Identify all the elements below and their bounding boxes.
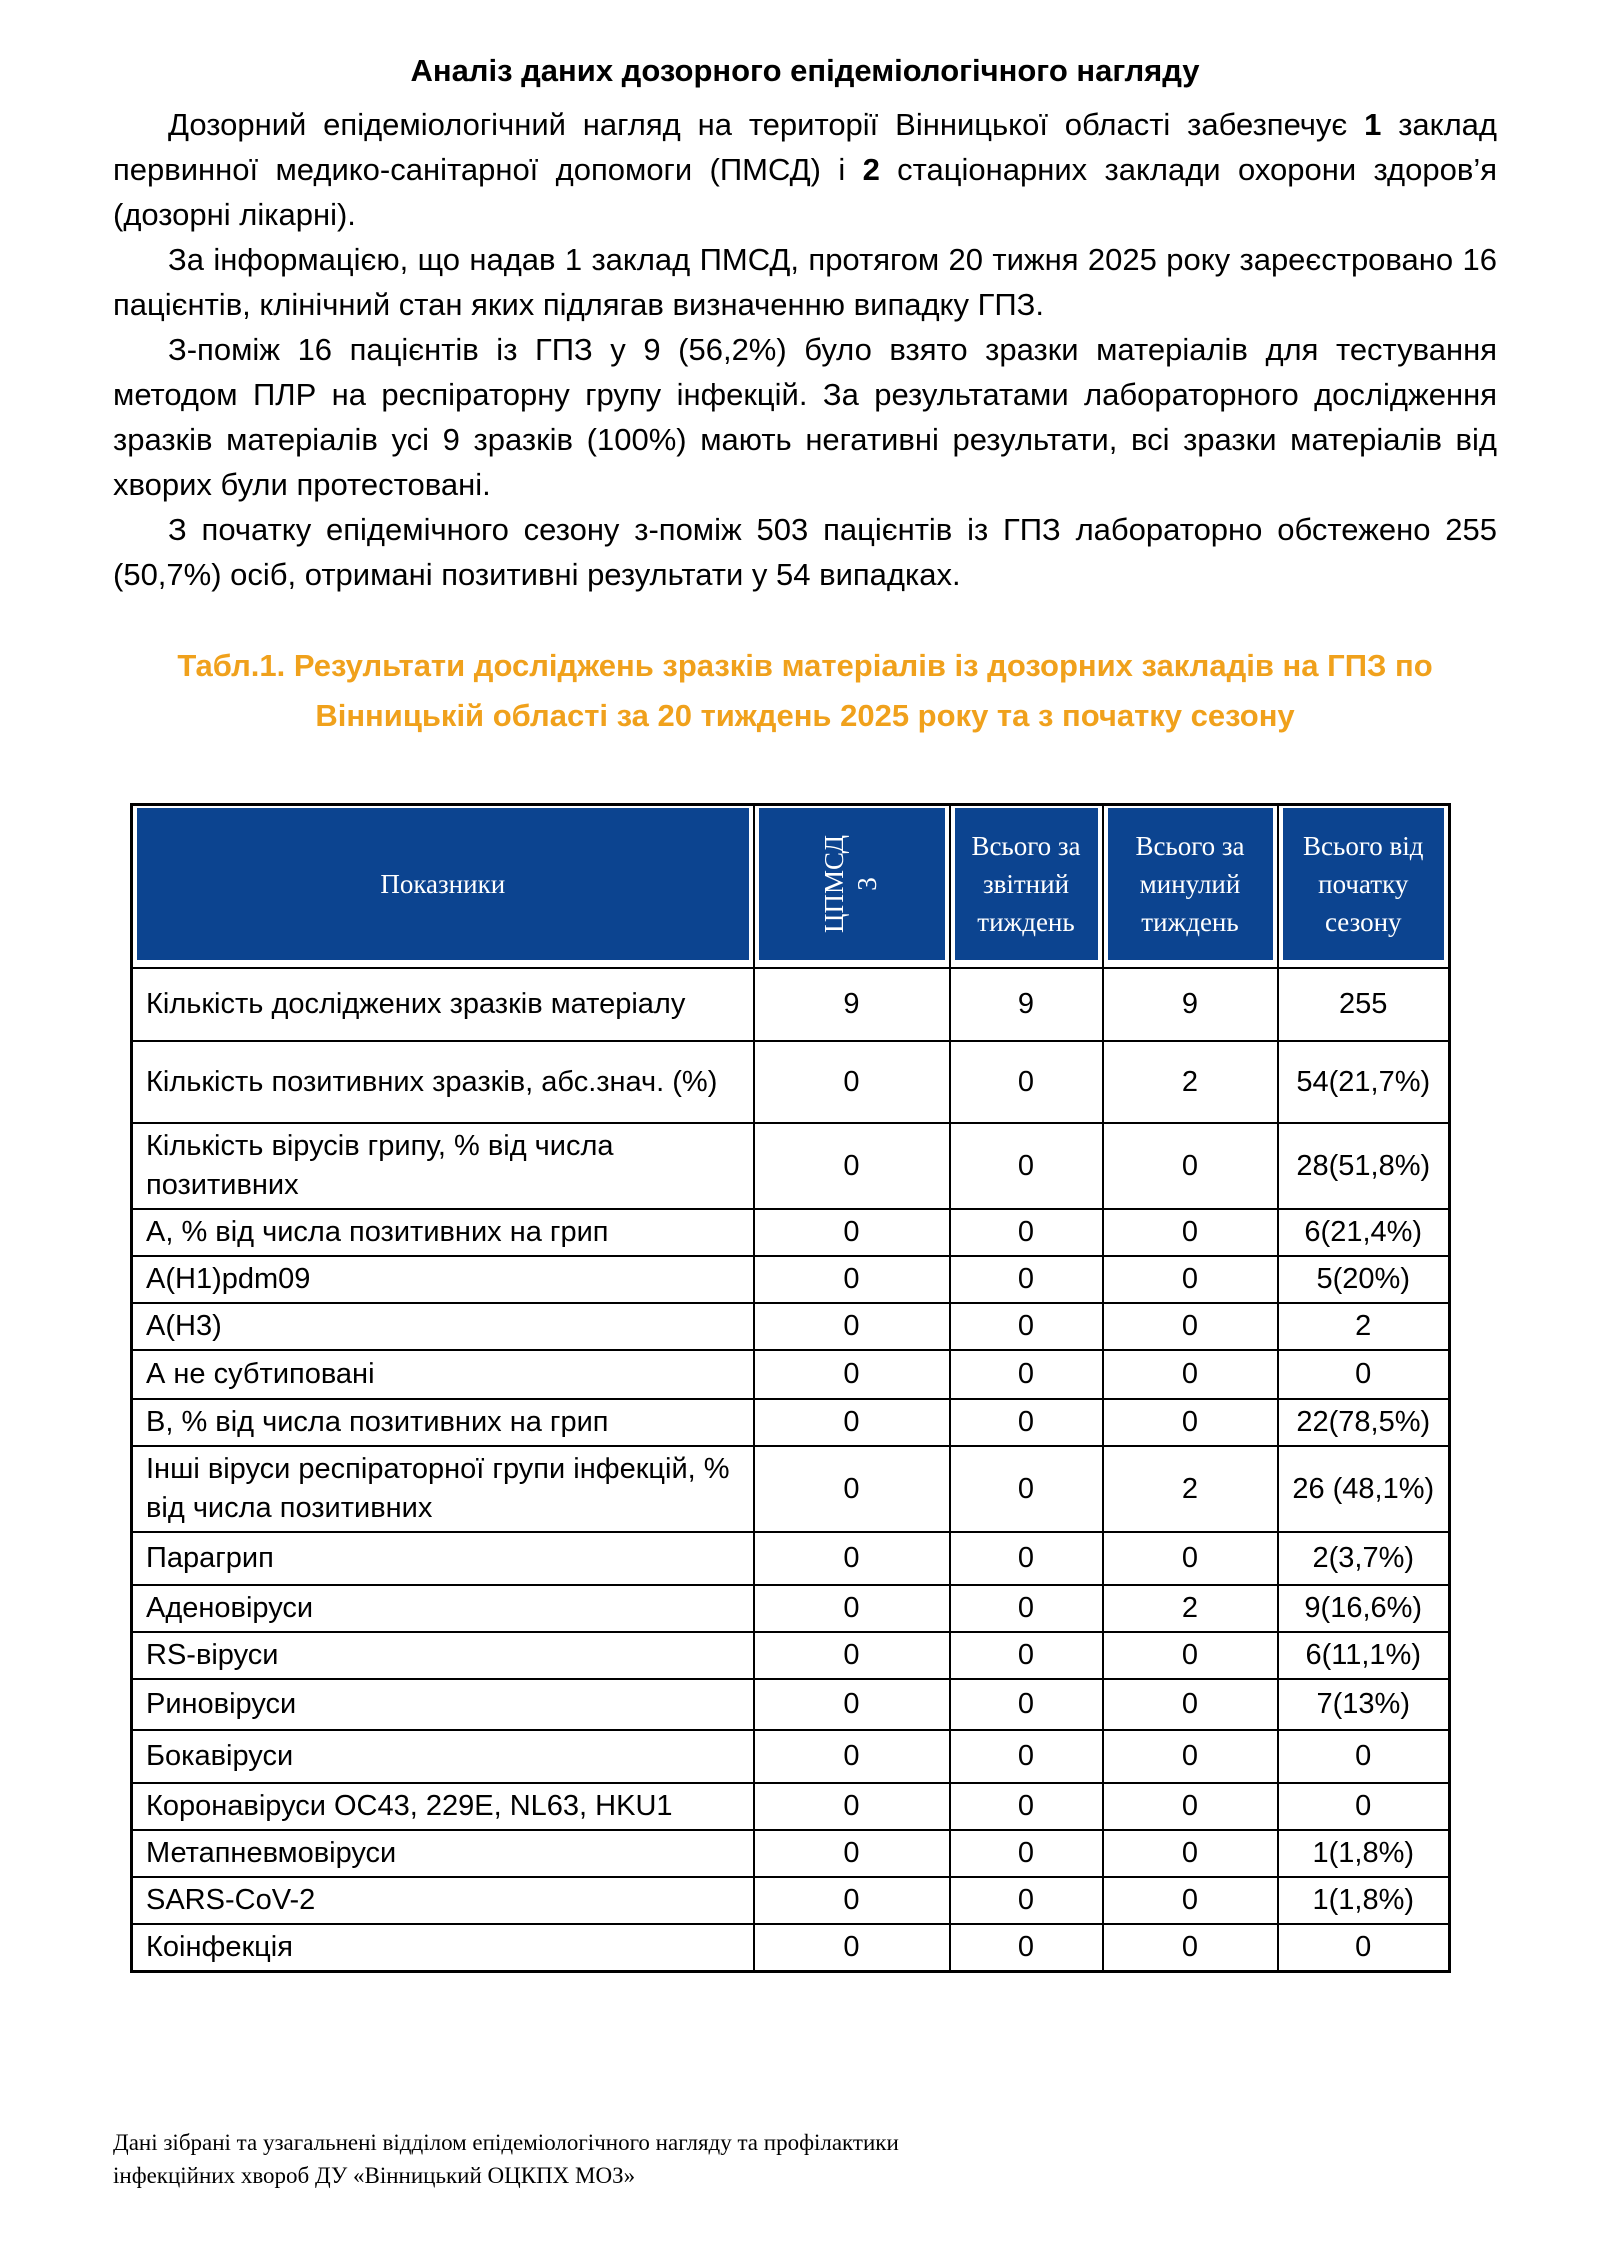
row-value: 0 — [950, 1877, 1103, 1924]
table-row — [132, 1783, 1450, 1830]
col-header-season-total — [1278, 805, 1450, 969]
table-row — [132, 1924, 1450, 1972]
row-value: 0 — [754, 1209, 950, 1256]
row-value: 0 — [754, 1041, 950, 1123]
paragraph-season-summary: З початку епідемічного сезону з-поміж 503 пацієнтів із ГПЗ лабораторно обстежено 255 (50,7%) осіб, отримані позитивні результати у 54 випадках. — [113, 512, 1497, 592]
row-value: 0 — [1103, 1730, 1278, 1783]
table-row — [132, 1730, 1450, 1783]
row-value: 0 — [754, 1350, 950, 1399]
row-value: 0 — [754, 1679, 950, 1730]
row-value: 6(21,4%) — [1278, 1209, 1450, 1256]
row-value: 0 — [950, 1532, 1103, 1585]
footer-note: Дані зібрані та узагальнені відділом епідеміологічного нагляду та профілактики інфекційних хвороб ДУ «Вінницький ОЦКПХ МОЗ» — [113, 2130, 899, 2188]
row-value: 2 — [1103, 1585, 1278, 1632]
row-value: 0 — [1103, 1209, 1278, 1256]
paragraph-intro-text-2: заклад первинної медико-санітарної допомоги (ПМСД) і — [113, 107, 1497, 187]
row-value: 0 — [1278, 1924, 1450, 1972]
row-value: 26 (48,1%) — [1278, 1446, 1450, 1532]
row-value: 9 — [754, 968, 950, 1041]
table-row — [132, 1303, 1450, 1350]
row-value: 0 — [950, 1830, 1103, 1877]
row-value: 0 — [754, 1585, 950, 1632]
row-label: Коінфекція — [132, 1924, 754, 1972]
row-value: 0 — [754, 1632, 950, 1679]
col-header-report-week-label: Всього за звітний тиждень — [955, 808, 1098, 960]
row-value: 0 — [950, 1730, 1103, 1783]
paragraph-intro-text-3: стаціонарних заклади охорони здоров’я (дозорні лікарні). — [113, 152, 1497, 232]
table-row — [132, 1041, 1450, 1123]
row-label: Інші віруси респіраторної групи інфекцій, % від числа позитивних — [132, 1446, 754, 1532]
row-label: Коронавіруси OC43, 229E, NL63, HKU1 — [132, 1783, 754, 1830]
row-value: 0 — [754, 1532, 950, 1585]
col-header-cpmsd-line1: ЦПМСД — [819, 834, 850, 934]
col-header-previous-week-label: Всього за минулий тиждень — [1108, 808, 1273, 960]
row-value: 0 — [1103, 1399, 1278, 1446]
row-value: 2 — [1103, 1446, 1278, 1532]
row-value: 1(1,8%) — [1278, 1877, 1450, 1924]
table-row — [132, 1632, 1450, 1679]
row-label: Парагрип — [132, 1532, 754, 1585]
row-value: 2 — [1278, 1303, 1450, 1350]
row-label: Аденовіруси — [132, 1585, 754, 1632]
row-value: 0 — [754, 1303, 950, 1350]
paragraph-intro — [113, 102, 1497, 237]
col-header-indicators — [132, 805, 754, 969]
col-header-season-total-label: Всього від початку сезону — [1283, 808, 1445, 960]
table-body — [132, 968, 1450, 1972]
row-value: 0 — [950, 1209, 1103, 1256]
row-value: 0 — [1278, 1730, 1450, 1783]
table-row — [132, 1446, 1450, 1532]
row-value: 0 — [1103, 1632, 1278, 1679]
row-value: 0 — [1103, 1532, 1278, 1585]
row-value: 9 — [950, 968, 1103, 1041]
surveillance-results-table — [130, 803, 1451, 1973]
row-value: 0 — [1103, 1783, 1278, 1830]
row-label: В, % від числа позитивних на грип — [132, 1399, 754, 1446]
row-value: 1(1,8%) — [1278, 1830, 1450, 1877]
row-value: 0 — [950, 1303, 1103, 1350]
paragraph-intro-text-1: Дозорний епідеміологічний нагляд на території Вінницької області забезпечує — [168, 107, 1365, 142]
row-value: 0 — [1103, 1123, 1278, 1209]
col-header-previous-week — [1103, 805, 1278, 969]
row-value: 0 — [754, 1830, 950, 1877]
col-header-cpmsd-vertical-text — [819, 835, 885, 933]
table-row — [132, 1399, 1450, 1446]
row-label: Кількість вірусів грипу, % від числа позитивних — [132, 1123, 754, 1209]
row-label: Риновіруси — [132, 1679, 754, 1730]
row-value: 0 — [1103, 1303, 1278, 1350]
row-value: 0 — [1103, 1350, 1278, 1399]
row-value: 0 — [950, 1632, 1103, 1679]
row-value: 0 — [1103, 1256, 1278, 1303]
row-value: 0 — [950, 1679, 1103, 1730]
row-value: 0 — [754, 1256, 950, 1303]
paragraph-intro-bold-1: 1 — [1364, 107, 1382, 142]
row-value: 6(11,1%) — [1278, 1632, 1450, 1679]
row-value: 7(13%) — [1278, 1679, 1450, 1730]
page-title: Аналіз даних дозорного епідеміологічного нагляду — [410, 53, 1200, 88]
row-label: Метапневмовіруси — [132, 1830, 754, 1877]
row-value: 0 — [950, 1924, 1103, 1972]
col-header-report-week — [950, 805, 1103, 969]
row-label: A(H1)pdm09 — [132, 1256, 754, 1303]
row-label: Кількість позитивних зразків, абс.знач. (%) — [132, 1041, 754, 1123]
table-row — [132, 968, 1450, 1041]
row-value: 9(16,6%) — [1278, 1585, 1450, 1632]
table-row — [132, 1256, 1450, 1303]
col-header-cpmsd-line2: 3 — [852, 877, 883, 891]
row-value: 0 — [754, 1924, 950, 1972]
table-header-row — [132, 805, 1450, 969]
row-value: 0 — [950, 1399, 1103, 1446]
row-label: Бокавіруси — [132, 1730, 754, 1783]
paragraph-week-report: За інформацією, що надав 1 заклад ПМСД, протягом 20 тижня 2025 року зареєстровано 16 пацієнтів, клінічний стан яких підлягав визначенню випадку ГПЗ. — [113, 242, 1497, 322]
row-value: 0 — [950, 1783, 1103, 1830]
row-value: 22(78,5%) — [1278, 1399, 1450, 1446]
table-row — [132, 1679, 1450, 1730]
row-value: 0 — [754, 1123, 950, 1209]
row-value: 0 — [1278, 1783, 1450, 1830]
row-value: 2(3,7%) — [1278, 1532, 1450, 1585]
row-value: 54(21,7%) — [1278, 1041, 1450, 1123]
row-value: 0 — [1103, 1679, 1278, 1730]
table-row — [132, 1350, 1450, 1399]
paragraph-samples-testing: З-поміж 16 пацієнтів із ГПЗ у 9 (56,2%) було взято зразки матеріалів для тестування методом ПЛР на респіраторну групу інфекцій. За результатами лабораторного дослідження зразків матеріалів усі 9 зразків (100%) мають негативні результати, всі зразки матеріалів від хворих були протестовані. — [113, 332, 1497, 502]
col-header-indicators-label: Показники — [137, 808, 749, 960]
table-row — [132, 1585, 1450, 1632]
row-label: А, % від числа позитивних на грип — [132, 1209, 754, 1256]
row-label: A(H3) — [132, 1303, 754, 1350]
row-value: 0 — [754, 1399, 950, 1446]
row-value: 255 — [1278, 968, 1450, 1041]
table-row — [132, 1123, 1450, 1209]
row-value: 0 — [1103, 1924, 1278, 1972]
row-value: 0 — [754, 1877, 950, 1924]
row-value: 0 — [754, 1783, 950, 1830]
col-header-cpmsd — [754, 805, 950, 969]
row-value: 28(51,8%) — [1278, 1123, 1450, 1209]
row-value: 0 — [950, 1123, 1103, 1209]
row-value: 0 — [754, 1730, 950, 1783]
row-value: 0 — [950, 1350, 1103, 1399]
table-caption: Табл.1. Результати досліджень зразків матеріалів із дозорних закладів на ГПЗ по Вінницькій області за 20 тиждень 2025 року та з початку сезону — [177, 648, 1433, 733]
row-value: 0 — [1103, 1877, 1278, 1924]
paragraph-intro-bold-2: 2 — [862, 152, 880, 187]
row-value: 0 — [950, 1041, 1103, 1123]
row-value: 9 — [1103, 968, 1278, 1041]
row-value: 0 — [950, 1446, 1103, 1532]
table-row — [132, 1877, 1450, 1924]
row-value: 0 — [950, 1256, 1103, 1303]
row-value: 0 — [950, 1585, 1103, 1632]
row-value: 5(20%) — [1278, 1256, 1450, 1303]
row-label: Кількість досліджених зразків матеріалу — [132, 968, 754, 1041]
table-row — [132, 1830, 1450, 1877]
row-label: RS-віруси — [132, 1632, 754, 1679]
row-label: SARS-CoV-2 — [132, 1877, 754, 1924]
row-value: 0 — [1278, 1350, 1450, 1399]
table-row — [132, 1209, 1450, 1256]
row-label: А не субтиповані — [132, 1350, 754, 1399]
row-value: 0 — [1103, 1830, 1278, 1877]
row-value: 0 — [754, 1446, 950, 1532]
row-value: 2 — [1103, 1041, 1278, 1123]
table-row — [132, 1532, 1450, 1585]
